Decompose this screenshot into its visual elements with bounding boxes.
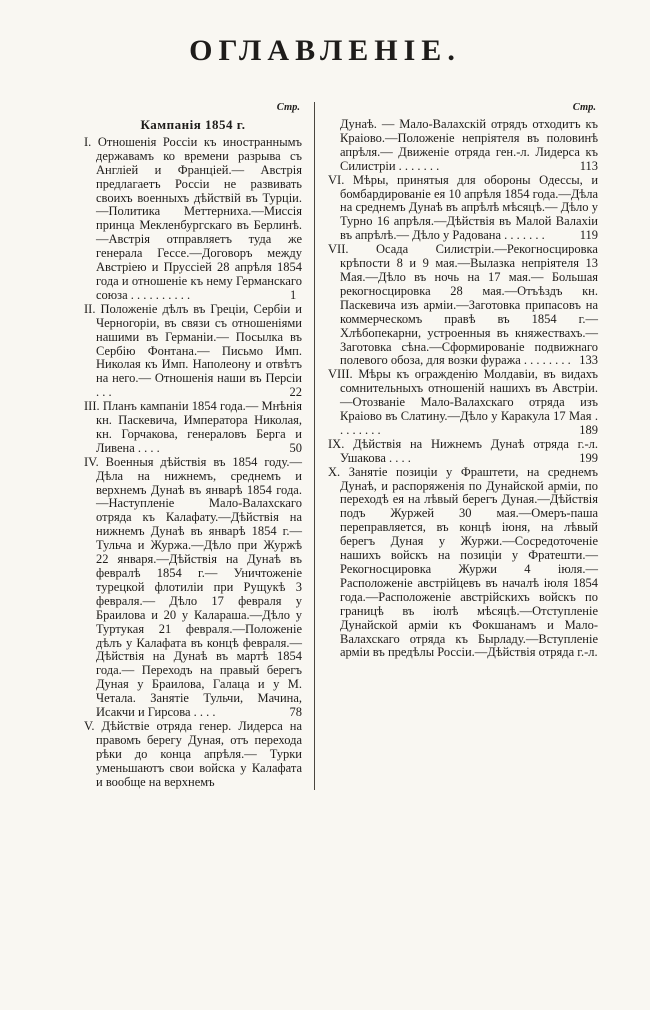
section-heading: Кампанія 1854 г. bbox=[140, 117, 246, 132]
entry-text: Дѣйствія на Нижнемъ Дунаѣ отряда г.-л. Ушакова . . . . bbox=[340, 436, 598, 465]
toc-entry-VI bbox=[328, 174, 598, 244]
entry-text: Осада Силистріи.—Рекогносцировка крѣпости 8 и 9 мая.—Вылазка непріятеля 13 Мая.—Дѣло въ ночь на 17 мая.— Большая рекогносцировка 28 мая.—Отъѣздъ кн. Паскевича изъ арміи.—Заготовка припасовъ на коммерческомъ правѣ въ 1854 г.—Хлѣбопекарни, устроенныя въ княжествахъ.— Заготовка сѣна.—Сформированіе подвижнаго полевого обоза, для возки фуража . . . . . . . . bbox=[340, 242, 598, 368]
entry-page-number: 199 bbox=[579, 450, 598, 465]
entry-numeral: III. bbox=[84, 399, 100, 414]
entry-page-number: 113 bbox=[579, 158, 598, 173]
entry-page-number: 50 bbox=[289, 440, 302, 455]
entry-numeral: VII. bbox=[328, 242, 349, 257]
entry-numeral: VI. bbox=[328, 172, 345, 187]
toc-entry-II bbox=[84, 303, 302, 400]
entry-page-number: 119 bbox=[579, 228, 598, 243]
toc-entry-VIII bbox=[328, 368, 598, 438]
entry-page-number: 22 bbox=[289, 385, 302, 400]
toc-entry-V bbox=[84, 720, 302, 790]
toc-entry-IV bbox=[84, 456, 302, 720]
toc-entry-I bbox=[84, 136, 302, 303]
entry-text: Дѣйствіе отряда генер. Лидерса на правомъ берегу Дуная, отъ перехода рѣки до конца апрѣля.— Турки уменьшаютъ свои войска у Калафата и вообще на верхнемъ bbox=[96, 718, 303, 789]
entry-page-number: 1 bbox=[290, 287, 297, 302]
entry-text: Мѣры, принятыя для обороны Одессы, и бомбардированіе ея 10 апрѣля 1854 года.—Дѣла на среднемъ Дунаѣ въ апрѣлѣ мѣсяцѣ.— Дѣло у Турно 16 апрѣля.—Дѣйствія въ Малой Валахіи въ апрѣлѣ.— Дѣло у Радована . . . . . . . bbox=[340, 172, 599, 243]
toc-entry-VII bbox=[328, 243, 598, 368]
entry-text: Дунаѣ. — Мало-Валахскій отрядъ отходитъ къ Краіово.—Положеніе непріятеля въ половинѣ апрѣля.— Движеніе отряда ген.-л. Лидерса къ Силистріи . . . . . . . bbox=[340, 117, 598, 173]
toc-columns bbox=[84, 102, 598, 790]
entry-text: Мѣры къ огражденію Молдавіи, въ видахъ сомнительныхъ отношеній нашихъ въ Австріи.—Отозваніе Мало-Валахскаго отряда изъ Краіово въ Слатину.—Дѣло у Каракула 17 Мая . . . . . . . . bbox=[340, 367, 598, 437]
toc-entry-III bbox=[84, 400, 302, 456]
page-title: ОГЛАВЛЕНІЕ. bbox=[189, 34, 461, 67]
toc-entry-V-continued bbox=[328, 118, 598, 174]
entry-page-number: 78 bbox=[289, 705, 302, 720]
entry-text: Занятіе позиціи у Фраштети, на среднемъ Дунаѣ, и распоряженія по Дунайской арміи, по переходѣ ея на лѣвый берегъ Дуная.—Дѣйствія подъ Журжей 30 мая.—Омеръ-паша переправляется, въ концѣ іюня, на лѣвый берегъ Дуная у Журжи.—Сосредоточеніе нашихъ войскъ на позиціи у Фратешти.— Рекогносцировка Журжи 4 іюля.— Расположеніе австрійцевъ въ началѣ іюля 1854 года.—Расположеніе австрійскихъ войскъ по границѣ въ іюлѣ мѣсяцѣ.—Отступленіе Дунайской арміи къ Фокшанамъ и Мало-Валахскаго отряда къ Бырладу.—Вступленіе арміи въ предѣлы Россіи.—Дѣйствія отряда г.-л. bbox=[340, 464, 598, 660]
entry-text: Отношенія Россіи къ иностраннымъ державамъ ко времени разрыва съ Англіей и Франціей.— Австрія предлагаетъ Россіи не развивать своихъ военныхъ дѣйствій въ Турціи.—Политика Меттерниха.—Миссія принца Мекленбургскаго въ Берлинѣ.—Австрія отправляетъ туда же генерала Гессе.—Договоръ между Австріею и Пруссіей 28 апрѣля 1854 года и отношеніе къ нему Германскаго союза . . . . . . . . . . bbox=[96, 134, 302, 302]
entry-text: Положеніе дѣлъ въ Греціи, Сербіи и Черногоріи, въ связи съ отношеніями нашими въ Германіи.— Посылка въ Сербію Фонтана.— Письмо Имп. Николая къ Имп. Наполеону и отвѣтъ на него.— Отношенія наши въ Персіи . . . bbox=[96, 301, 302, 400]
entry-numeral: IX. bbox=[328, 436, 345, 451]
entry-numeral: II. bbox=[84, 301, 96, 316]
entry-numeral: V. bbox=[84, 718, 95, 733]
entry-numeral: VIII. bbox=[328, 367, 353, 382]
entry-page-number: 133 bbox=[579, 353, 598, 368]
entry-page-number: 189 bbox=[579, 422, 598, 437]
toc-entry-X bbox=[328, 466, 598, 661]
left-column bbox=[84, 102, 314, 790]
entry-numeral: X. bbox=[328, 464, 341, 479]
entry-numeral: IV. bbox=[84, 454, 99, 469]
entry-numeral: I. bbox=[84, 134, 92, 149]
page-abbrev-left: Стр. bbox=[276, 102, 300, 113]
entry-text: Планъ кампаніи 1854 года.— Мнѣнія кн. Паскевича, Императора Николая, кн. Горчакова, генераловъ Берга и Ливена . . . . bbox=[96, 399, 303, 455]
entry-text: Военныя дѣйствія въ 1854 году.— Дѣла на нижнемъ, среднемъ и верхнемъ Дунаѣ въ январѣ 1854 года.—Наступленіе Мало-Валахскаго отряда къ Калафату.—Дѣйствія на нижнемъ Дунаѣ въ январѣ 1854 г.—Тульча и Журжа.—Дѣло при Журжѣ 22 января.—Дѣйствія на Дунаѣ въ февралѣ 1854 г.— Уничтоженіе турецкой флотиліи при Рущукѣ 3 февраля.— Дѣло 17 февраля у Браилова и 20 у Калараша.—Дѣло у Туртукая 21 февраля.—Положеніе дѣлъ у Калафата въ концѣ февраля.—Дѣйствія на Дунаѣ въ мартѣ 1854 года.— Переходъ на правый берегъ Дуная у Браилова, Галаца и у М. Четала. Занятіе Тульчи, Мачина, Исакчи и Гирсова . . . . bbox=[96, 454, 303, 720]
right-column bbox=[315, 102, 598, 790]
page-abbrev-right: Стр. bbox=[572, 102, 596, 113]
toc-entry-IX bbox=[328, 438, 598, 466]
